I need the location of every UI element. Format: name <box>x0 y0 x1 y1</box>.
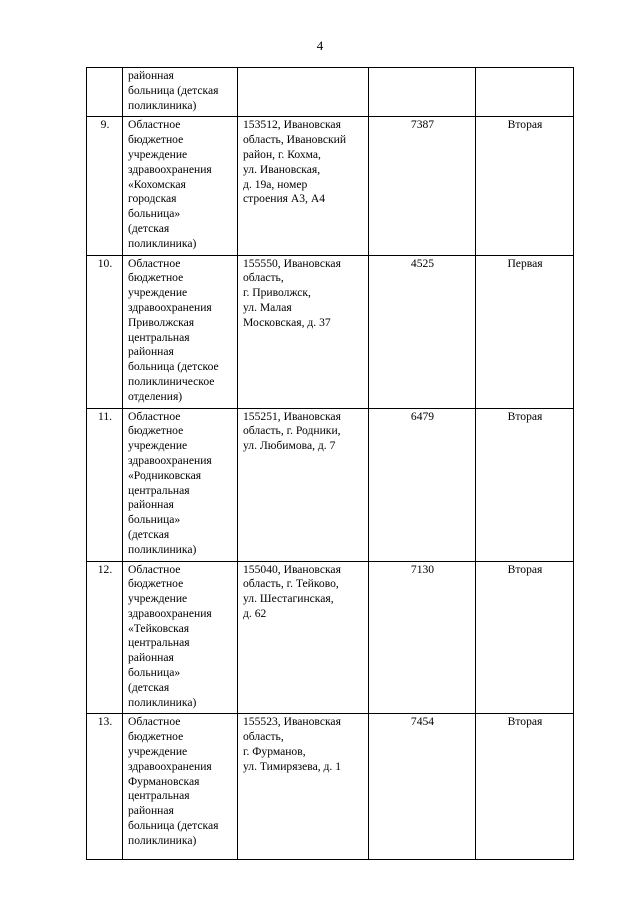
institution-address: 153512, Ивановская область, Ивановский район, г. Кохма, ул. Ивановская, д. 19а, номер строения А3, А4 <box>238 117 369 255</box>
institution-address <box>238 68 369 117</box>
institution-name: Областное бюджетное учреждение здравоохранения Приволжская центральная районная больница (детское поликлиническое отделения) <box>123 255 238 408</box>
row-number <box>87 68 123 117</box>
institution-address: 155550, Ивановская область, г. Приволжск, ул. Малая Московская, д. 37 <box>238 255 369 408</box>
institution-name: Областное бюджетное учреждение здравоохранения «Родниковская центральная районная больница» (детская поликлиника) <box>123 408 238 561</box>
institution-code: 4525 <box>369 255 476 408</box>
institution-code: 7454 <box>369 714 476 860</box>
institution-name: Областное бюджетное учреждение здравоохранения Фурмановская центральная районная больница (детская поликлиника) <box>123 714 238 860</box>
row-number: 9. <box>87 117 123 255</box>
institution-code <box>369 68 476 117</box>
institution-code: 7387 <box>369 117 476 255</box>
institution-category: Вторая <box>476 714 574 860</box>
institution-address: 155251, Ивановская область, г. Родники, ул. Любимова, д. 7 <box>238 408 369 561</box>
institution-category: Вторая <box>476 408 574 561</box>
table-row <box>87 408 574 561</box>
institution-category: Вторая <box>476 117 574 255</box>
row-number: 13. <box>87 714 123 860</box>
institution-code: 6479 <box>369 408 476 561</box>
institution-address: 155523, Ивановская область, г. Фурманов, ул. Тимирязева, д. 1 <box>238 714 369 860</box>
table-row <box>87 68 574 117</box>
institution-category: Первая <box>476 255 574 408</box>
institution-category: Вторая <box>476 561 574 714</box>
institution-category <box>476 68 574 117</box>
page-number: 4 <box>316 38 324 53</box>
row-number: 11. <box>87 408 123 561</box>
institution-name: Областное бюджетное учреждение здравоохранения «Тейковская центральная районная больница» (детская поликлиника) <box>123 561 238 714</box>
institution-name: Областное бюджетное учреждение здравоохранения «Кохомская городская больница» (детская поликлиника) <box>123 117 238 255</box>
table-row <box>87 117 574 255</box>
table-row <box>87 714 574 860</box>
institution-address: 155040, Ивановская область, г. Тейково, ул. Шестагинская, д. 62 <box>238 561 369 714</box>
institution-code: 7130 <box>369 561 476 714</box>
row-number: 10. <box>87 255 123 408</box>
institutions-table <box>86 67 574 860</box>
row-number: 12. <box>87 561 123 714</box>
institution-name: районная больница (детская поликлиника) <box>123 68 238 117</box>
table-row <box>87 255 574 408</box>
table-row <box>87 561 574 714</box>
